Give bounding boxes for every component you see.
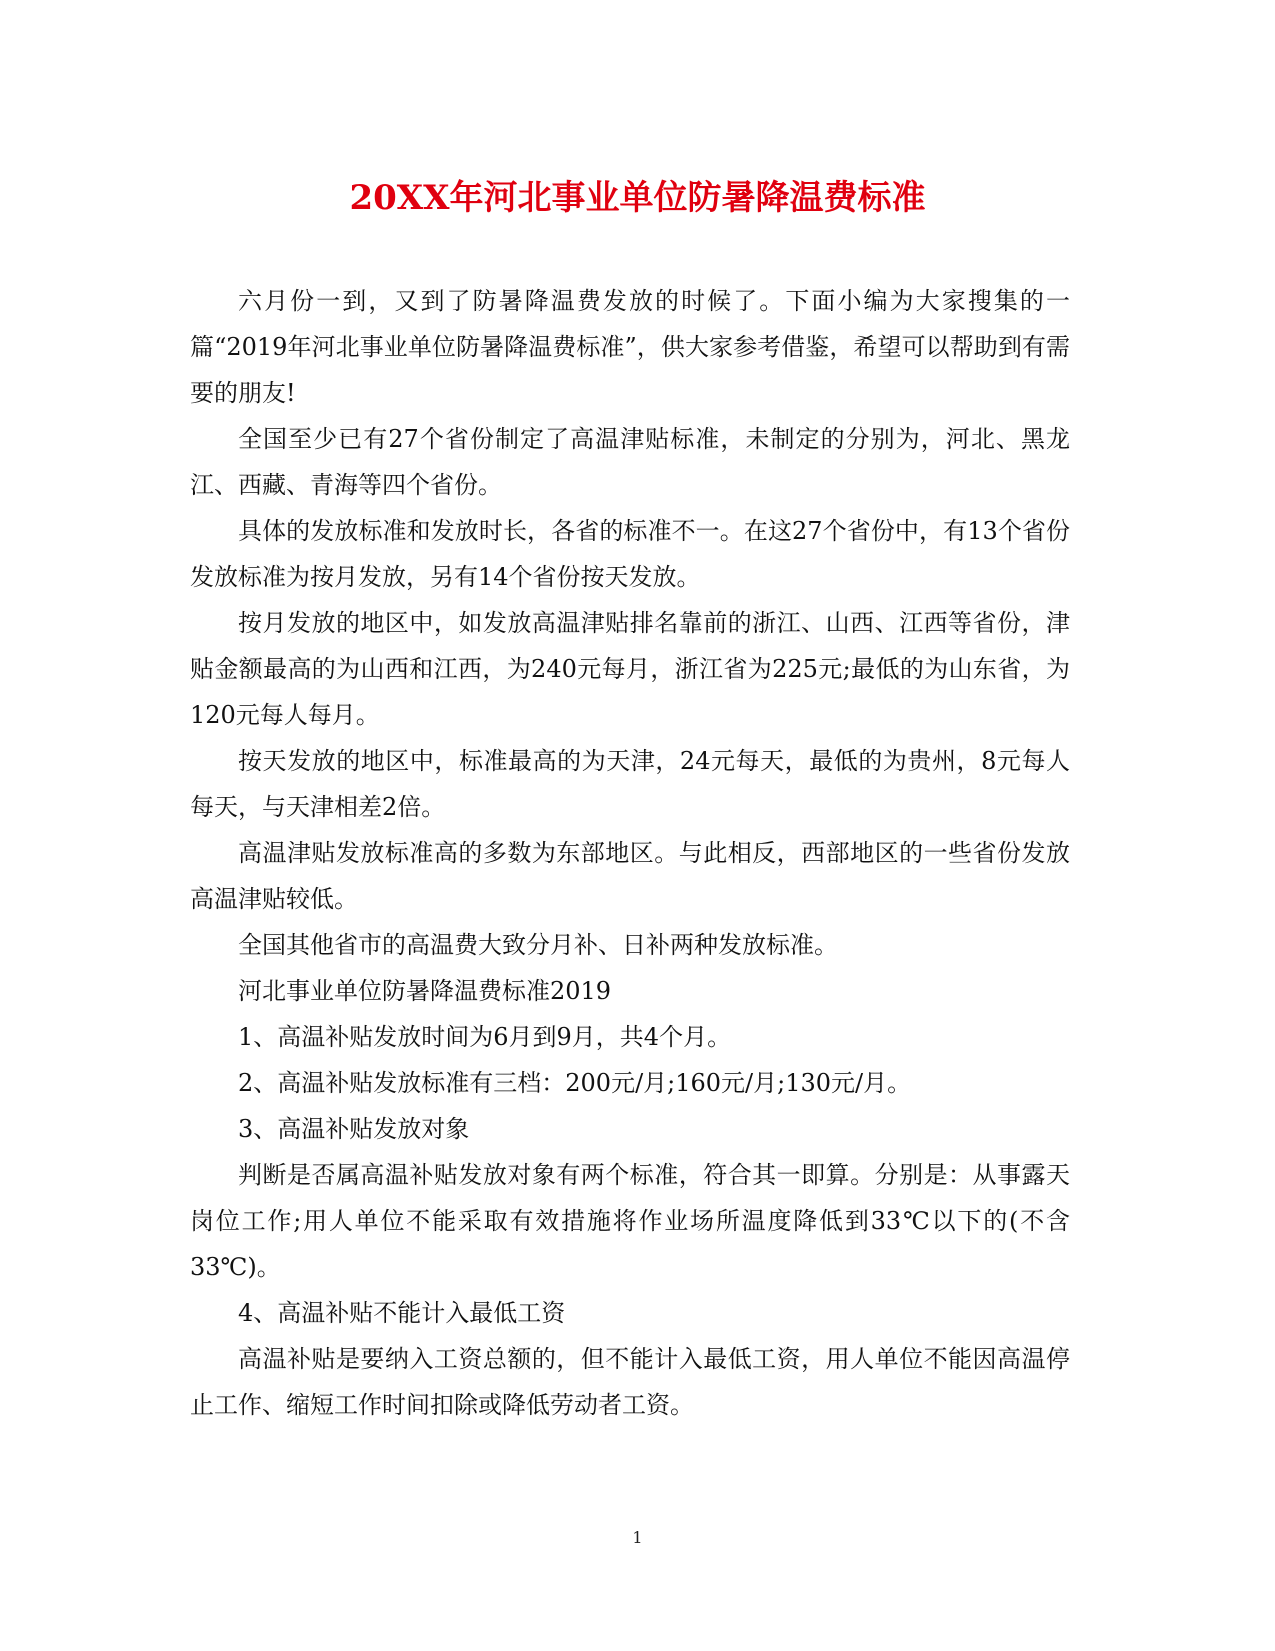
list-item-2: 2、高温补贴发放标准有三档：200元/月;160元/月;130元/月。 <box>238 1069 912 1097</box>
paragraph-intro: 六月份一到，又到了防暑降温费发放的时候了。下面小编为大家搜集的一篇“2019年河北事业单位防暑降温费标准”，供大家参考借鉴，希望可以帮助到有需要的朋友! <box>190 287 1070 407</box>
paragraph-other-provinces: 全国其他省市的高温费大致分月补、日补两种发放标准。 <box>238 931 838 959</box>
paragraph-east-west: 高温津贴发放标准高的多数为东部地区。与此相反，西部地区的一些省份发放高温津贴较低。 <box>190 839 1070 913</box>
paragraph-eligibility: 判断是否属高温补贴发放对象有两个标准，符合其一即算。分别是：从事露天岗位工作;用人单位不能采取有效措施将作业场所温度降低到33℃以下的(不含33℃)。 <box>190 1161 1070 1281</box>
list-item-1: 1、高温补贴发放时间为6月到9月，共4个月。 <box>238 1023 732 1051</box>
paragraph-monthly-regions: 按月发放的地区中，如发放高温津贴排名靠前的浙江、山西、江西等省份，津贴金额最高的为山西和江西，为240元每月，浙江省为225元;最低的为山东省，为120元每人每月。 <box>190 609 1070 729</box>
document-title: 20XX年河北事业单位防暑降温费标准 <box>349 178 926 218</box>
paragraph-daily-regions: 按天发放的地区中，标准最高的为天津，24元每天，最低的为贵州，8元每人每天，与天津相差2倍。 <box>190 747 1070 821</box>
page-number: 1 <box>632 1528 643 1547</box>
document-body <box>190 278 1070 1428</box>
paragraph-payment-methods: 具体的发放标准和发放时长，各省的标准不一。在这27个省份中，有13个省份发放标准为按月发放，另有14个省份按天发放。 <box>190 517 1070 591</box>
paragraph-provinces-count: 全国至少已有27个省份制定了高温津贴标准，未制定的分别为，河北、黑龙江、西藏、青海等四个省份。 <box>190 425 1070 499</box>
list-item-3: 3、高温补贴发放对象 <box>238 1115 470 1143</box>
paragraph-minimum-wage: 高温补贴是要纳入工资总额的，但不能计入最低工资，用人单位不能因高温停止工作、缩短工作时间扣除或降低劳动者工资。 <box>190 1345 1070 1419</box>
list-item-4: 4、高温补贴不能计入最低工资 <box>238 1299 566 1327</box>
section-heading-hebei: 河北事业单位防暑降温费标准2019 <box>238 977 612 1005</box>
